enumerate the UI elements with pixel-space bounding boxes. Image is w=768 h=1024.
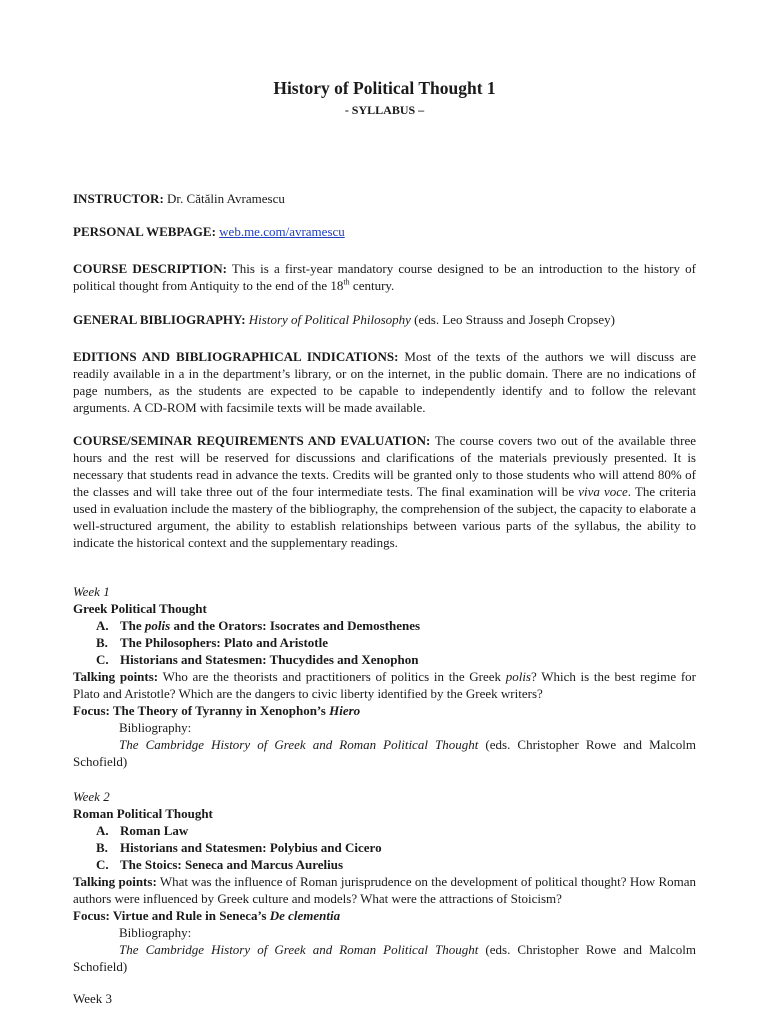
- polis-term: polis: [144, 618, 171, 633]
- course-description: [73, 260, 696, 294]
- list-item-text: The Stoics: Seneca and Marcus Aurelius: [120, 857, 344, 872]
- course-description-label: COURSE DESCRIPTION:: [73, 261, 227, 276]
- list-item: [73, 617, 696, 634]
- document-title: History of Political Thought 1: [273, 78, 496, 98]
- list-marker: A.: [96, 823, 109, 838]
- talking-points-label: Talking points:: [73, 669, 159, 684]
- focus-line: [73, 702, 696, 719]
- instructor-name: Dr. Cătălin Avramescu: [163, 191, 285, 206]
- focus-label: Focus:: [73, 703, 110, 718]
- general-bibliography-title: History of Political Philosophy: [248, 312, 411, 327]
- focus-work-title: Hiero: [329, 703, 361, 718]
- focus-work-title: De clementia: [269, 908, 341, 923]
- editions-section: [73, 348, 696, 416]
- instructor-line: [73, 190, 696, 207]
- general-bibliography: [73, 311, 696, 328]
- bibliography-entry: [73, 941, 696, 975]
- webpage-label: PERSONAL WEBPAGE:: [73, 224, 216, 239]
- list-item-text-end: and the Orators: Isocrates and Demosthenes: [170, 618, 421, 633]
- week-1-section: [73, 583, 696, 770]
- talking-points-text: Who are the theorists and practitioners of politics in the Greek: [158, 669, 506, 684]
- general-bibliography-editors: (eds. Leo Strauss and Joseph Cropsey): [410, 312, 615, 327]
- bibliography-title: The Cambridge History of Greek and Roman Political Thought: [119, 942, 479, 957]
- week-label: Week 1: [73, 584, 110, 599]
- topic-list: [73, 617, 696, 668]
- viva-voce: viva voce: [578, 484, 628, 499]
- talking-points-label: Talking points:: [73, 874, 157, 889]
- focus-line: [73, 907, 696, 924]
- list-item: [73, 822, 696, 839]
- requirements-text-end: . The criteria used in evaluation include the mastery of the bibliography, the comprehension of the subject, the capacity to elaborate a well-structured argument, the ability to establish relationships between various parts of the syllabus, the ability to indicate the historical context and the supplementary readings.: [73, 484, 697, 550]
- list-item-text: The Philosophers: Plato and Aristotle: [120, 635, 329, 650]
- course-description-text: This is a first-year mandatory course designed to be an introduction to the history of political thought from Antiquity to the end of the 18: [73, 261, 696, 293]
- talking-points-text-end: ? Which is the best regime for Plato and Aristotle? Which are the dangers to civic liberty identified by the Greek writers?: [73, 669, 696, 701]
- webpage-link[interactable]: web.me.com/avramescu: [219, 224, 345, 239]
- instructor-label: INSTRUCTOR:: [73, 191, 164, 206]
- list-item: [73, 839, 696, 856]
- week-topic: Greek Political Thought: [73, 601, 207, 616]
- week-2-section: [73, 788, 696, 975]
- list-item: [73, 856, 696, 873]
- talking-points: [73, 873, 696, 907]
- list-item-text: Historians and Statesmen: Thucydides and Xenophon: [120, 652, 419, 667]
- week-label: Week 2: [73, 789, 110, 804]
- bibliography-label: Bibliography:: [119, 925, 192, 940]
- list-item-text: The: [120, 618, 145, 633]
- ordinal-suffix: th: [343, 277, 350, 287]
- list-marker: C.: [96, 857, 109, 872]
- list-item-text: Historians and Statesmen: Polybius and Cicero: [120, 840, 382, 855]
- general-bibliography-label: GENERAL BIBLIOGRAPHY:: [73, 312, 246, 327]
- week-topic: Roman Political Thought: [73, 806, 213, 821]
- requirements-label: COURSE/SEMINAR REQUIREMENTS AND EVALUATION:: [73, 433, 431, 448]
- list-item: [73, 651, 696, 668]
- list-marker: B.: [96, 635, 108, 650]
- requirements-text: The course covers two out of the available three hours and the rest will be reserved for discussions and clarifications of the materials previously presented. It is necessary that students read in advance the texts. Credits will be granted only to those students who will attend 80% of the classes and will take three out of the four intermediate tests. The final examination will be: [73, 433, 696, 499]
- bibliography-editors: (eds. Christopher Rowe and Malcolm Schofield): [73, 737, 697, 769]
- focus-text: The Theory of Tyranny in Xenophon’s: [109, 703, 330, 718]
- bibliography-title: The Cambridge History of Greek and Roman Political Thought: [119, 737, 479, 752]
- webpage-line: [73, 223, 696, 240]
- list-marker: C.: [96, 652, 109, 667]
- polis-term: polis: [505, 669, 531, 684]
- talking-points: [73, 668, 696, 702]
- topic-list: [73, 822, 696, 873]
- requirements-section: [73, 432, 696, 551]
- list-item-text: Roman Law: [120, 823, 189, 838]
- document-subtitle: - SYLLABUS –: [344, 103, 425, 117]
- bibliography-entry: [73, 736, 696, 770]
- list-item: [73, 634, 696, 651]
- talking-points-text: What was the influence of Roman jurisprudence on the development of political thought? How Roman authors were influenced by Greek culture and models? What were the attractions of Stoicism?: [73, 874, 696, 906]
- bibliography-label: Bibliography:: [119, 720, 192, 735]
- focus-text: Virtue and Rule in Seneca’s: [109, 908, 270, 923]
- focus-label: Focus:: [73, 908, 110, 923]
- list-marker: B.: [96, 840, 108, 855]
- bibliography-editors: (eds. Christopher Rowe and Malcolm Schofield): [73, 942, 697, 974]
- editions-text: Most of the texts of the authors we will discuss are readily available in a in the department’s library, or on the internet, in the public domain. There are no indications of page numbers, as the students are expected to be capable to independently identify and to follow the relevant arguments. A CD-ROM with facsimile texts will be made available.: [73, 349, 696, 415]
- course-description-end: century.: [349, 278, 395, 293]
- editions-label: EDITIONS AND BIBLIOGRAPHICAL INDICATIONS:: [73, 349, 399, 364]
- week-3-label: Week 3: [73, 991, 113, 1006]
- list-marker: A.: [96, 618, 109, 633]
